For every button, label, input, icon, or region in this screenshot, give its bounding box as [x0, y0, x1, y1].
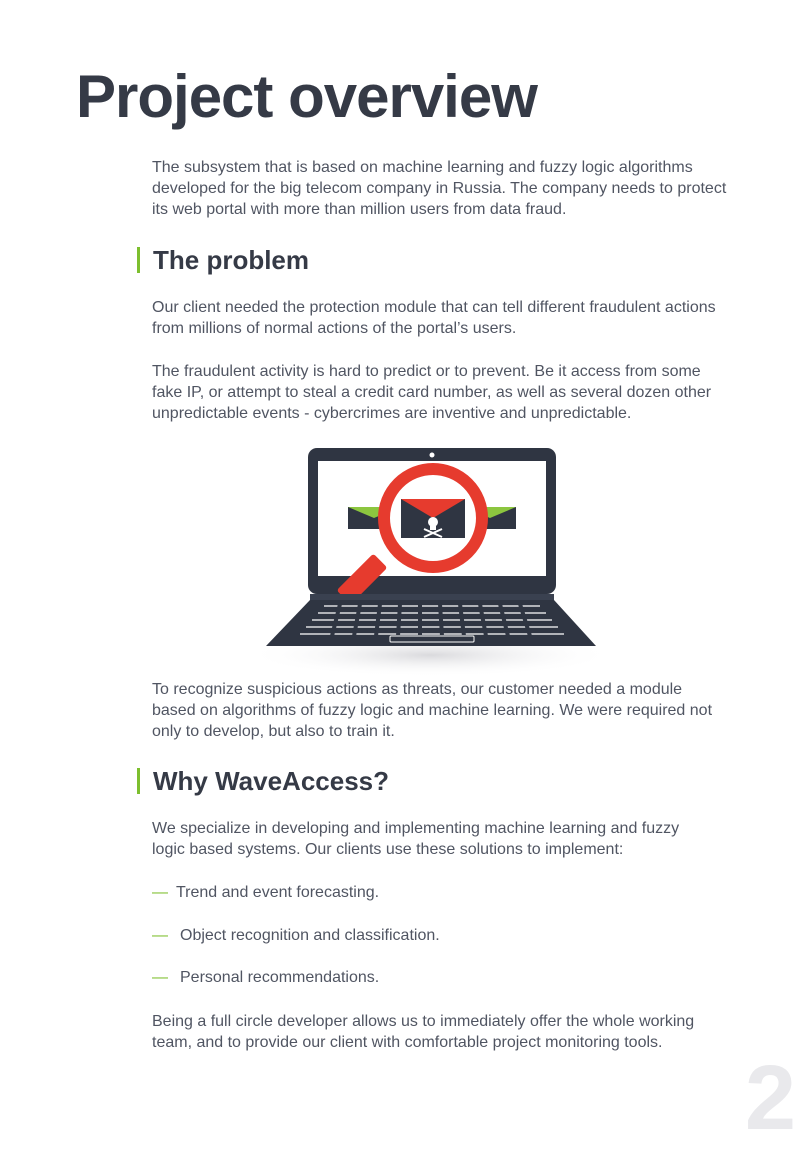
- list-item-text: Personal recommendations.: [180, 969, 380, 986]
- intro-paragraph: The subsystem that is based on machine learning and fuzzy logic algorithms developed for the big telecom company in Russia. The company needs to protect its web portal with more than million users from data fraud.: [152, 159, 727, 218]
- page-number: 2: [744, 1047, 796, 1149]
- list-item-text: Object recognition and classification.: [180, 927, 440, 944]
- solution-paragraph: To recognize suspicious actions as threats, our customer needed a module based on algorithms of fuzzy logic and machine learning. We were required not only to develop, but also to train it.: [152, 681, 713, 740]
- dash-icon: —: [152, 969, 168, 986]
- problem-paragraph-2: The fraudulent activity is hard to predict or to prevent. Be it access from some fake IP, or attempt to steal a credit card number, as well as several dozen other unpredictable events - cybercrimes are inventive and unpredictable.: [152, 363, 712, 422]
- laptop-magnifier-fraud-icon: [240, 440, 620, 675]
- dash-icon: —: [152, 927, 168, 944]
- problem-paragraph-1: Our client needed the protection module that can tell different fraudulent actions from millions of normal actions of the portal’s users.: [152, 299, 716, 337]
- page-title: Project overview: [76, 63, 537, 130]
- section-heading-why: Why WaveAccess?: [137, 768, 389, 794]
- why-intro-paragraph: We specialize in developing and implementing machine learning and fuzzy logic based systems. Our clients use these solutions to implement:: [152, 820, 680, 858]
- list-item-text: Trend and event forecasting.: [176, 884, 380, 901]
- section-heading-problem: The problem: [137, 247, 309, 273]
- closing-paragraph: Being a full circle developer allows us to immediately offer the whole working team, and to provide our client with comfortable project monitoring tools.: [152, 1013, 695, 1051]
- dash-icon: —: [152, 884, 168, 901]
